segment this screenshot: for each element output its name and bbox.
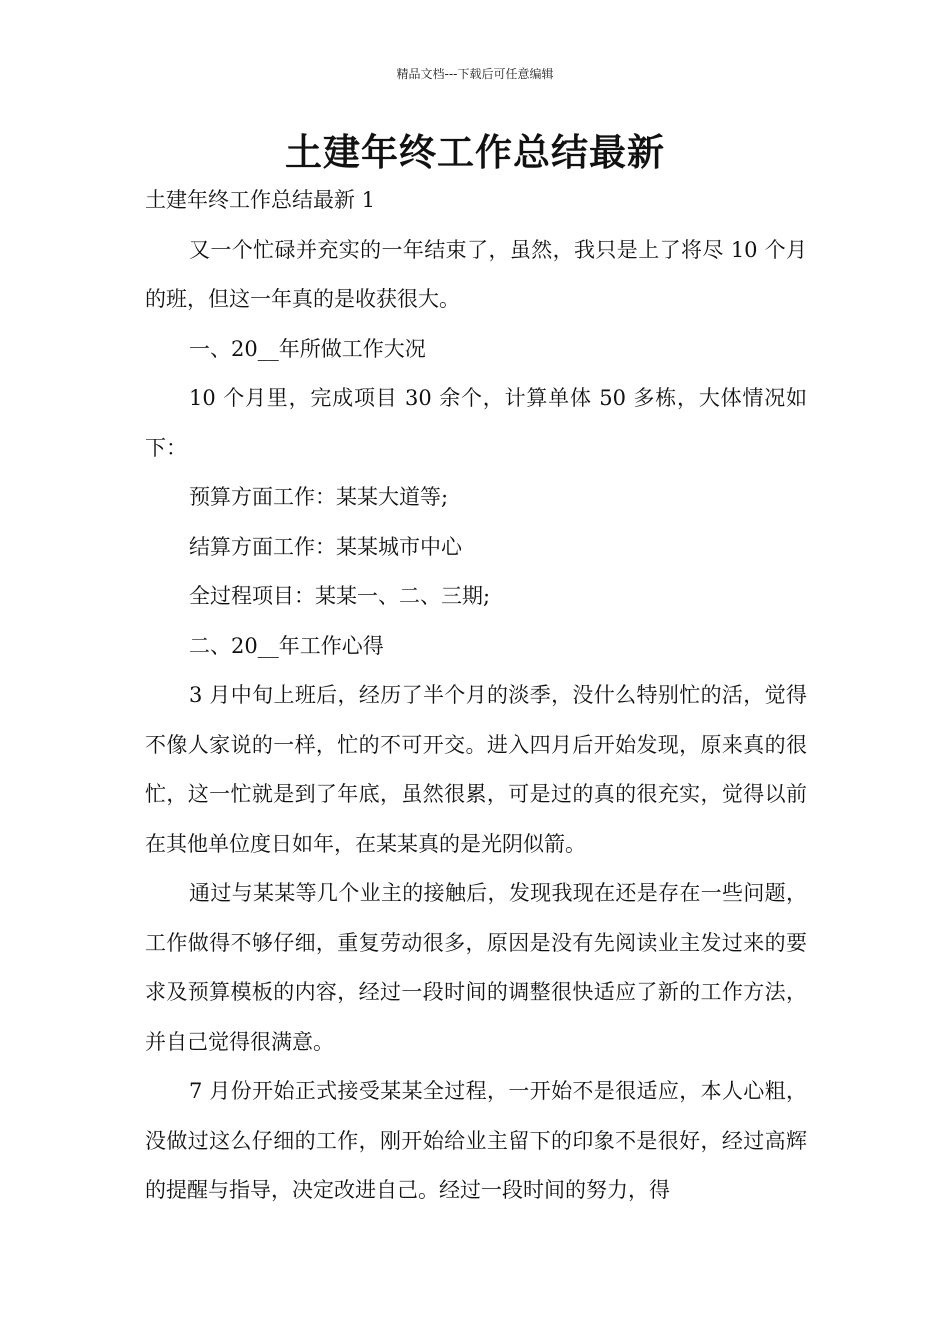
- document-title: 土建年终工作总结最新: [285, 131, 665, 174]
- list-item-settlement-work: 结算方面工作：某某城市中心: [189, 534, 462, 559]
- section-heading-work-insights: 二、20__年工作心得: [189, 633, 384, 658]
- section-subtitle: 土建年终工作总结最新 1: [145, 188, 376, 212]
- document-body: [145, 176, 807, 1216]
- list-item-budget-work: 预算方面工作：某某大道等;: [189, 485, 449, 509]
- section-heading-work-overview: 一、20__年所做工作大况: [189, 336, 426, 361]
- paragraph-march-start: 3 月中旬上班后，经历了半个月的淡季，没什么特别忙的活，觉得不像人家说的一样，忙的不可开交。进入四月后开始发现，原来真的很忙，这一忙就是到了年底，虽然很累，可是过的真的很充实，觉得以前在其他单位度日如年，在某某真的是光阴似箭。: [145, 683, 807, 856]
- paragraph-client-contact: 通过与某某等几个业主的接触后，发现我现在还是存在一些问题，工作做得不够仔细，重复劳动很多，原因是没有先阅读业主发过来的要求及预算模板的内容，经过一段时间的调整很快适应了新的工作方法，并自己觉得很满意。: [145, 881, 807, 1054]
- paragraph-july-process: 7 月份开始正式接受某某全过程，一开始不是很适应，本人心粗，没做过这么仔细的工作，刚开始给业主留下的印象不是很好，经过高辉的提醒与指导，决定改进自己。经过一段时间的努力，得: [145, 1079, 807, 1202]
- list-item-full-process-projects: 全过程项目：某某一、二、三期;: [189, 584, 491, 608]
- paragraph-project-count: 10 个月里，完成项目 30 余个，计算单体 50 多栋，大体情况如下：: [145, 386, 807, 460]
- header-note: 精品文档---下载后可任意编辑: [396, 67, 554, 81]
- paragraph-intro: 又一个忙碌并充实的一年结束了，虽然，我只是上了将尽 10 个月的班，但这一年真的是收获很大。: [145, 237, 807, 311]
